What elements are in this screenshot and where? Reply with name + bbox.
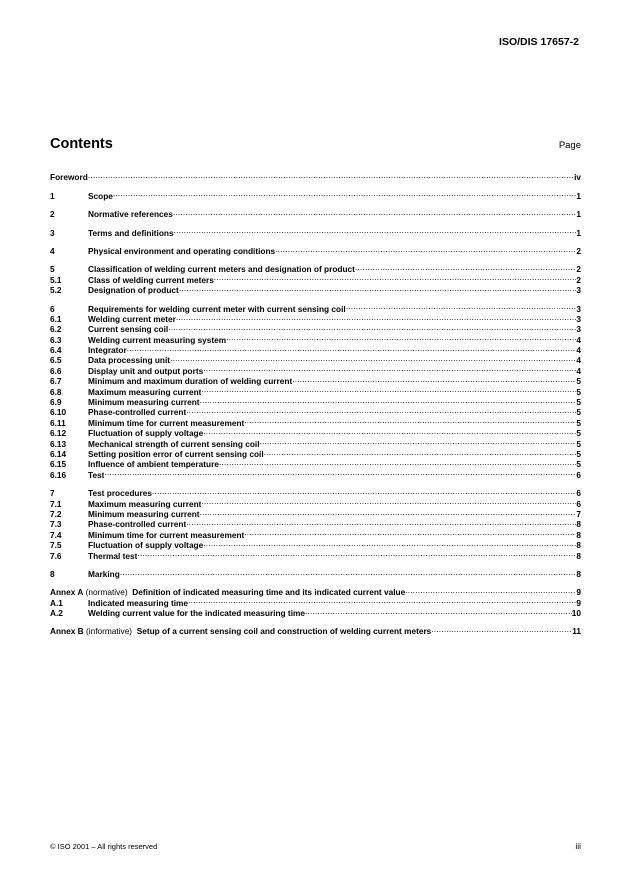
dot-leader <box>203 426 576 436</box>
contents-heading: Contents <box>50 136 113 152</box>
toc-entry-page: iv <box>574 172 581 183</box>
dot-leader <box>88 170 574 180</box>
toc-entry-page: 5 <box>576 438 581 449</box>
toc-entry-title: Fluctuation of supply voltage <box>88 428 204 439</box>
toc-entry[interactable] <box>50 595 581 608</box>
page-column-label: Page <box>558 140 581 151</box>
toc-entry-number: 6.6 <box>50 365 62 376</box>
annex-group <box>50 624 581 637</box>
dot-leader <box>226 332 576 342</box>
toc-group <box>50 244 581 254</box>
toc-entry[interactable] <box>50 606 581 619</box>
toc-entry-number: Foreword <box>50 172 88 183</box>
toc-entry-number: 7.1 <box>50 498 62 509</box>
toc-entry-title: Class of welding current meters <box>88 274 214 285</box>
annex-group <box>50 585 581 619</box>
dot-leader <box>120 567 577 577</box>
toc-entry-title: Setup of a current sensing coil and construction of welding current meters <box>136 626 432 637</box>
dot-leader <box>203 538 576 548</box>
dot-leader <box>104 467 576 477</box>
toc-entry-page: 5 <box>576 397 581 408</box>
toc-entry[interactable] <box>50 507 581 517</box>
toc-entry-page: 8 <box>576 529 581 540</box>
toc-entry-page: 5 <box>576 376 581 387</box>
toc-entry-title: Thermal test <box>88 550 138 561</box>
toc-entry-number: 6.5 <box>50 355 62 366</box>
toc-entry[interactable] <box>50 225 581 238</box>
toc-entry-title: Display unit and output ports <box>88 365 204 376</box>
toc-entry-page: 2 <box>576 264 581 275</box>
toc-entry[interactable] <box>50 272 581 285</box>
toc-entry-title: Minimum measuring current <box>88 508 200 519</box>
toc-entry[interactable] <box>50 517 581 530</box>
toc-entry[interactable] <box>50 405 581 418</box>
dot-leader <box>200 507 577 517</box>
toc-entry-page: 1 <box>576 190 581 201</box>
toc-entry-page: 3 <box>576 285 581 296</box>
toc-entry-title: Influence of ambient temperature <box>88 459 219 470</box>
toc-entry-number: 7.4 <box>50 529 62 540</box>
toc-entry-title: Fluctuation of supply voltage <box>88 540 204 551</box>
dot-leader <box>264 447 577 457</box>
toc-entry-page: 1 <box>576 209 581 220</box>
toc-group <box>50 486 581 559</box>
toc-entry-page: 7 <box>576 508 581 519</box>
dot-leader <box>170 353 576 363</box>
toc-entry-title: Minimum and maximum duration of welding current <box>88 376 293 387</box>
toc-entry-page: 5 <box>576 448 581 459</box>
dot-leader <box>179 283 577 293</box>
toc-entry-number: 8 <box>50 568 55 579</box>
toc-entry-number: 6.10 <box>50 407 67 418</box>
toc-entry-title: Current sensing coil <box>88 324 169 335</box>
annex-kind: (informative) <box>85 626 133 637</box>
toc-entry-page: 3 <box>576 313 581 324</box>
annex-label: Annex B <box>50 626 84 637</box>
toc-entry-number: 6.12 <box>50 428 67 439</box>
toc-entry[interactable] <box>50 207 581 220</box>
dot-leader <box>200 395 577 405</box>
toc-entry-number: 6.11 <box>50 417 66 428</box>
toc-entry-number: 6.4 <box>50 345 62 356</box>
toc-group <box>50 207 581 220</box>
toc-entry[interactable] <box>50 527 581 540</box>
toc-entry-number: 7.3 <box>50 519 62 530</box>
toc-entry-title: Normative references <box>88 209 173 220</box>
toc-entry-page: 6 <box>576 498 581 509</box>
toc-entry-number: 6.15 <box>50 459 67 470</box>
dot-leader <box>188 595 576 605</box>
toc-entry-title: Classification of welding current meters and designation of product <box>88 264 355 275</box>
dot-leader <box>275 244 576 254</box>
dot-leader <box>168 322 576 332</box>
dot-leader <box>201 384 576 394</box>
toc-entry[interactable] <box>50 395 581 408</box>
dot-leader <box>174 225 577 235</box>
dot-leader <box>113 188 576 198</box>
toc-entry[interactable] <box>50 567 581 577</box>
toc-entry-number: 6.3 <box>50 334 62 345</box>
toc-entry-number: 5.2 <box>50 285 62 296</box>
dot-leader <box>173 207 577 217</box>
toc-entry[interactable] <box>50 585 581 598</box>
toc-entry-page: 4 <box>576 365 581 376</box>
table-of-contents <box>50 170 581 642</box>
annex-kind: (normative) <box>85 587 128 598</box>
toc-entry-page: 2 <box>576 274 581 285</box>
toc-entry-page: 4 <box>576 355 581 366</box>
dot-leader <box>431 624 572 634</box>
toc-entry-title: Maximum measuring current <box>88 498 202 509</box>
toc-entry[interactable] <box>50 436 581 449</box>
toc-entry-title: Terms and definitions <box>88 227 174 238</box>
toc-group <box>50 567 581 577</box>
toc-entry-number: 6.14 <box>50 448 67 459</box>
toc-entry-page: 5 <box>576 428 581 439</box>
toc-entry-title: Marking <box>88 568 120 579</box>
dot-leader <box>214 272 577 282</box>
dot-leader <box>260 436 577 446</box>
toc-entry[interactable] <box>50 486 581 499</box>
toc-entry[interactable] <box>50 496 581 509</box>
toc-group <box>50 301 581 478</box>
toc-entry-page: 8 <box>576 568 581 579</box>
toc-entry-number: 4 <box>50 245 55 256</box>
dot-leader <box>176 312 576 322</box>
dot-leader <box>346 301 577 311</box>
toc-entry-number: 5.1 <box>50 274 62 285</box>
toc-entry-title: Mechanical strength of current sensing coil <box>88 438 260 449</box>
toc-entry-page: 8 <box>576 519 581 530</box>
toc-group <box>50 262 581 296</box>
toc-entry-number: A.2 <box>50 608 63 619</box>
toc-entry[interactable] <box>50 343 581 356</box>
toc-entry-title: Data processing unit <box>88 355 171 366</box>
toc-entry[interactable] <box>50 188 581 201</box>
dot-leader <box>186 405 576 415</box>
toc-entry[interactable] <box>50 363 581 376</box>
toc-entry[interactable] <box>50 262 581 275</box>
toc-entry[interactable] <box>50 312 581 322</box>
toc-entry-number: 6.13 <box>50 438 67 449</box>
toc-entry-number: 6.9 <box>50 397 62 408</box>
toc-entry[interactable] <box>50 384 581 397</box>
dot-leader <box>186 517 576 527</box>
toc-entry-page: 3 <box>576 303 581 314</box>
toc-entry-number: 1 <box>50 190 55 201</box>
toc-entry-title: Minimum measuring current <box>88 397 200 408</box>
toc-entry-title: Setting position error of current sensing coil <box>88 448 264 459</box>
toc-entry-title: Scope <box>88 190 113 201</box>
toc-entry-page: 5 <box>576 417 581 428</box>
toc-group <box>50 188 581 201</box>
toc-entry-title: Welding current meter <box>88 313 176 324</box>
toc-entry-page: 6 <box>576 488 581 499</box>
copyright-notice: © ISO 2001 – All rights reserved <box>50 842 158 851</box>
page-number: iii <box>575 841 581 851</box>
toc-entry-page: 9 <box>576 587 581 598</box>
toc-entry[interactable] <box>50 332 581 345</box>
toc-entry-page: 1 <box>576 227 581 238</box>
dot-leader <box>127 343 577 353</box>
toc-entry[interactable] <box>50 353 581 366</box>
toc-entry-title: Test procedures <box>88 488 152 499</box>
toc-entry-page: 8 <box>576 550 581 561</box>
dot-leader <box>305 606 572 616</box>
toc-entry-page: 11 <box>572 626 581 637</box>
toc-entry[interactable] <box>50 457 581 470</box>
toc-entry[interactable] <box>50 244 581 254</box>
dot-leader <box>219 457 576 467</box>
toc-entry-title: Physical environment and operating conditions <box>88 245 276 256</box>
toc-entry[interactable] <box>50 301 581 314</box>
toc-group <box>50 170 581 183</box>
toc-entry[interactable] <box>50 467 581 480</box>
toc-entry-page: 2 <box>576 245 581 256</box>
dot-leader <box>244 415 576 425</box>
toc-entry-title: Minimum time for current measurement <box>88 529 245 540</box>
toc-entry-number: 6.1 <box>50 313 62 324</box>
dot-leader <box>201 496 576 506</box>
toc-entry-number: 7.2 <box>50 508 62 519</box>
toc-entry-page: 9 <box>576 597 581 608</box>
toc-entry-title: Test <box>88 469 105 480</box>
toc-group <box>50 225 581 238</box>
toc-entry-title: Requirements for welding current meter with current sensing coil <box>88 303 346 314</box>
toc-entry[interactable] <box>50 548 581 561</box>
dot-leader <box>203 363 576 373</box>
dot-leader <box>292 374 576 384</box>
toc-entry-page: 4 <box>576 334 581 345</box>
toc-entry-page: 6 <box>576 469 581 480</box>
toc-entry-page: 3 <box>576 324 581 335</box>
toc-entry[interactable] <box>50 322 581 335</box>
toc-entry-title: Phase-controlled current <box>88 519 187 530</box>
toc-entry[interactable] <box>50 415 581 428</box>
toc-entry-number: 6.7 <box>50 376 62 387</box>
toc-entry-page: 5 <box>576 407 581 418</box>
toc-entry-number: 6.2 <box>50 324 62 335</box>
toc-entry-title: Maximum measuring current <box>88 386 202 397</box>
toc-entry[interactable] <box>50 624 581 637</box>
annex-label: Annex A <box>50 587 84 598</box>
toc-entry-title: Designation of product <box>88 285 179 296</box>
toc-entry-number: 6.16 <box>50 469 67 480</box>
toc-entry-title: Integrator <box>88 345 127 356</box>
toc-entry-title: Definition of indicated measuring time and its indicated current value <box>132 587 406 598</box>
toc-entry-title: Minimum time for current measurement <box>88 417 245 428</box>
toc-entry-number: 7.5 <box>50 540 62 551</box>
toc-entry[interactable] <box>50 170 581 183</box>
toc-entry-number: 6.8 <box>50 386 62 397</box>
toc-entry-number: 7.6 <box>50 550 62 561</box>
toc-entry-page: 10 <box>571 608 581 619</box>
toc-entry-title: Indicated measuring time <box>88 597 189 608</box>
toc-entry-number: A.1 <box>50 597 63 608</box>
toc-entry-number: 7 <box>50 488 55 499</box>
toc-entry-title: Phase-controlled current <box>88 407 187 418</box>
toc-entry[interactable] <box>50 447 581 457</box>
toc-entry-title: Welding current measuring system <box>88 334 227 345</box>
toc-entry[interactable] <box>50 283 581 296</box>
toc-entry-title: Welding current value for the indicated measuring time <box>88 608 305 619</box>
dot-leader <box>137 548 576 558</box>
toc-entry-number: 5 <box>50 264 55 275</box>
toc-entry[interactable] <box>50 426 581 439</box>
dot-leader <box>244 527 576 537</box>
toc-entry[interactable] <box>50 374 581 387</box>
toc-entry-number: 3 <box>50 227 55 238</box>
toc-entry-page: 5 <box>576 386 581 397</box>
document-id: ISO/DIS 17657-2 <box>499 36 579 48</box>
dot-leader <box>355 262 576 272</box>
toc-entry-page: 8 <box>576 540 581 551</box>
toc-entry-page: 4 <box>576 345 581 356</box>
toc-entry-number: 6 <box>50 303 55 314</box>
toc-entry-page: 5 <box>576 459 581 470</box>
dot-leader <box>152 486 576 496</box>
toc-entry-number: 2 <box>50 209 55 220</box>
toc-entry[interactable] <box>50 538 581 551</box>
dot-leader <box>405 585 576 595</box>
